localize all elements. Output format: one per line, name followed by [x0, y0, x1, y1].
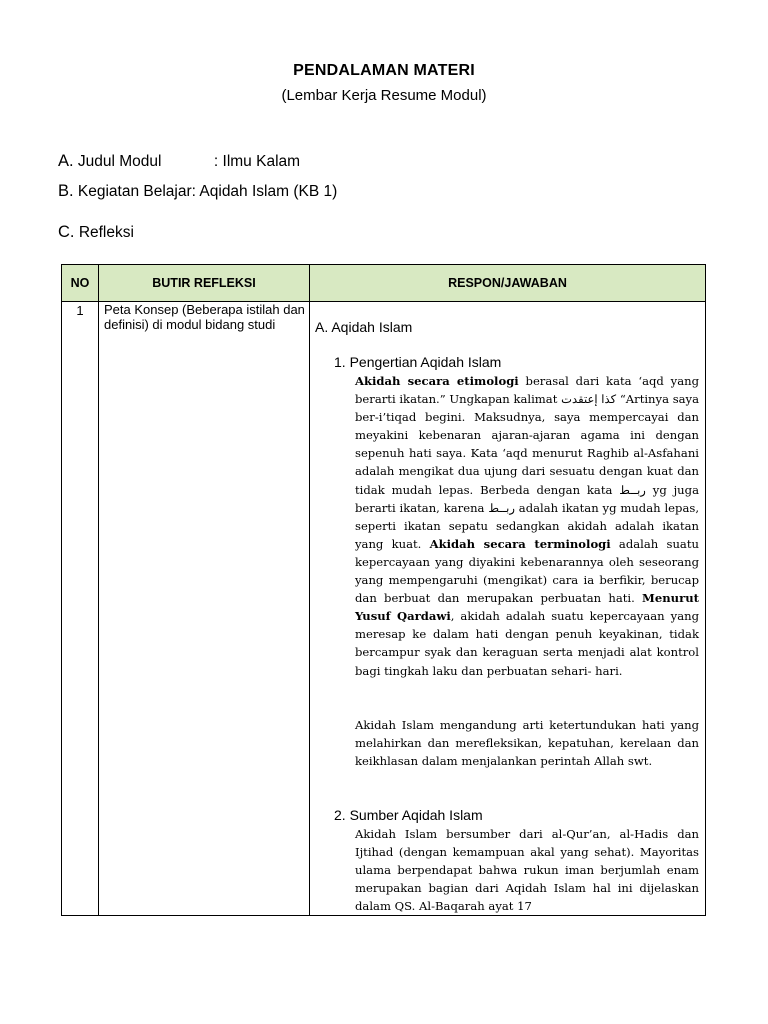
bold-term: Menurut Yusuf Qardawi	[355, 591, 699, 624]
field-value: : Ilmu Kalam	[213, 153, 301, 170]
arabic-text: ربــط	[619, 482, 646, 497]
column-divider	[98, 265, 99, 915]
header-butir-refleksi: BUTIR REFLEKSI	[152, 276, 256, 290]
header-respon-jawaban: RESPON/JAWABAN	[448, 276, 567, 290]
field-label: Kegiatan Belajar	[77, 183, 192, 200]
subsection-title: 2. Sumber Aqidah Islam	[334, 807, 483, 823]
arabic-text: كذا إعتقدت	[561, 392, 617, 407]
row-number: 1	[76, 303, 84, 318]
header-no: NO	[70, 276, 90, 290]
subsection-title: 1. Pengertian Aqidah Islam	[334, 354, 502, 370]
field-refleksi	[58, 223, 134, 242]
field-label: Judul Modul	[77, 153, 162, 170]
definition-paragraph: Akidah Islam mengandung arti ketertundukan hati yang melahirkan dan merefleksikan, kepatuhan, kerelaan dan keikhlasan dalam menjalankan perintah Allah swt.	[355, 718, 699, 769]
page-subtitle: (Lembar Kerja Resume Modul)	[281, 87, 487, 104]
arabic-text: ربــط	[488, 500, 515, 515]
field-judul-modul	[58, 152, 300, 171]
field-kegiatan-belajar	[58, 182, 337, 201]
butir-text: Peta Konsep (Beberapa istilah dan definisi) di modul bidang studi	[104, 302, 305, 332]
field-value: : Aqidah Islam (KB 1)	[191, 183, 338, 200]
field-label: Refleksi	[78, 224, 134, 241]
definition-paragraph: Akidah secara etimologi berasal dari kata ‘aqd yang berarti ikatan.” Ungkapan kalimat كذا إعتقدت “Artinya saya ber-i’tiqad begini. Maksudnya, saya mempercayai dan meyakini kebenaran ajaran-ajaran agama ini dengan sepenuh hati saya. Kata ‘aqd menurut Raghib al-Asfahani adalah mengikat dua ujung dari sesuatu dengan kuat dan tidak mudah lepas. Berbeda dengan kata ربــط yg juga berarti ikatan, karena ربــط adalah ikatan yg mudah lepas, seperti ikatan sepatu sedangkan akidah adalah ikatan yang kuat. Akidah secara terminologi adalah suatu kepercayaan yang diyakini kebenarannya oleh seseorang yang mempengaruhi (mengikat) cara ia berfikir, berucap dan berbuat dan merupakan perbuatan hati. Menurut Yusuf Qardawi, akidah adalah suatu kepercayaan yang meresap ke dalam hati dengan penuh keyakinan, tidak bercampur syak dan keraguan serta menjadi alat kontrol bagi tingkah laku dan perbuatan sehari- hari.	[355, 374, 700, 678]
page-title: PENDALAMAN MATERI	[293, 62, 475, 79]
field-letter: C.	[58, 223, 75, 241]
field-letter: A.	[58, 152, 74, 170]
bold-term: Akidah secara etimologi	[355, 374, 519, 388]
field-letter: B.	[58, 182, 74, 200]
reflection-table	[61, 264, 706, 916]
section-heading: A. Aqidah Islam	[315, 319, 413, 335]
bold-term: Akidah secara terminologi	[429, 536, 611, 551]
source-paragraph: Akidah Islam bersumber dari al-Qur’an, al-Hadis dan Ijtihad (dengan kemampuan akal yang sehat). Mayoritas ulama berpendapat bahwa rukun iman berjumlah enam merupakan bagian dari Aqidah Islam hal ini dijelaskan dalam QS. Al-Baqarah ayat 17	[355, 827, 699, 914]
column-divider	[309, 265, 310, 915]
